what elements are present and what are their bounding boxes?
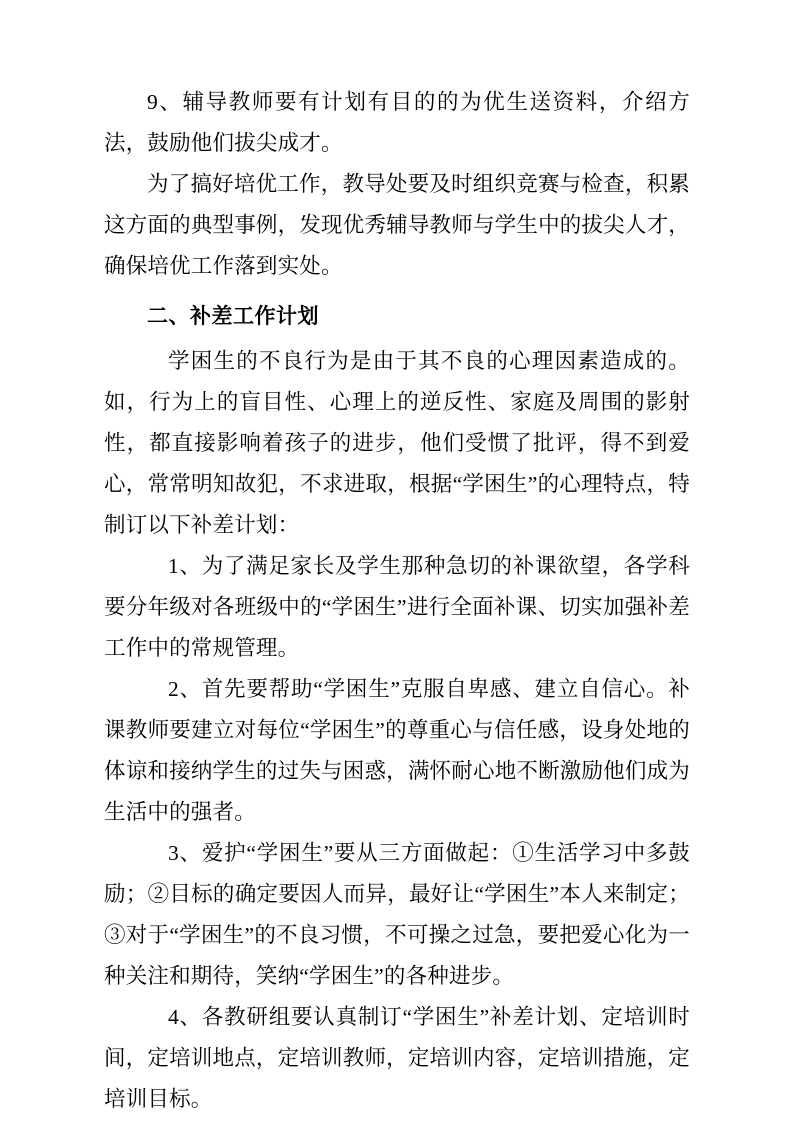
paragraph-item-3: 3、爱护“学困生”要从三方面做起：①生活学习中多鼓励；②目标的确定要因人而异，最好让“学困生”本人来制定；③对于“学困生”的不良习惯，不可操之过急，要把爱心化为一种关注和期待，笑纳“学困生”的各种进步。 [104, 841, 690, 988]
paragraph-item-2: 2、首先要帮助“学困生”克服自卑感、建立自信心。补课教师要建立对每位“学困生”的尊重心与信任感，设身处地的体谅和接纳学生的过失与困惑，满怀耐心地不断激励他们成为生活中的强者。 [104, 677, 690, 824]
paragraph-summary: 为了搞好培优工作，教导处要及时组织竞赛与检查，积累这方面的典型事例，发现优秀辅导教师与学生中的拔尖人才，确保培优工作落到实处。 [104, 172, 690, 278]
paragraph-intro: 学困生的不良行为是由于其不良的心理因素造成的。如，行为上的盲目性、心理上的逆反性、家庭及周围的影射性，都直接影响着孩子的进步，他们受惯了批评，得不到爱心，常常明知故犯，不求进取，根据“学困生”的心理特点，特制订以下补差计划： [104, 349, 690, 537]
paragraph-item-4: 4、各教研组要认真制订“学困生”补差计划、定培训时间，定培训地点，定培训教师，定培训内容，定培训措施，定培训目标。 [104, 1005, 690, 1111]
section-heading-two: 二、补差工作计划 [147, 304, 319, 328]
document-body [104, 82, 690, 1120]
paragraph-item-9: 9、辅导教师要有计划有目的的为优生送资料，介绍方法，鼓励他们拔尖成才。 [104, 90, 690, 155]
paragraph-item-1: 1、为了满足家长及学生那种急切的补课欲望，各学科要分年级对各班级中的“学困生”进行全面补课、切实加强补差工作中的常规管理。 [104, 554, 690, 660]
